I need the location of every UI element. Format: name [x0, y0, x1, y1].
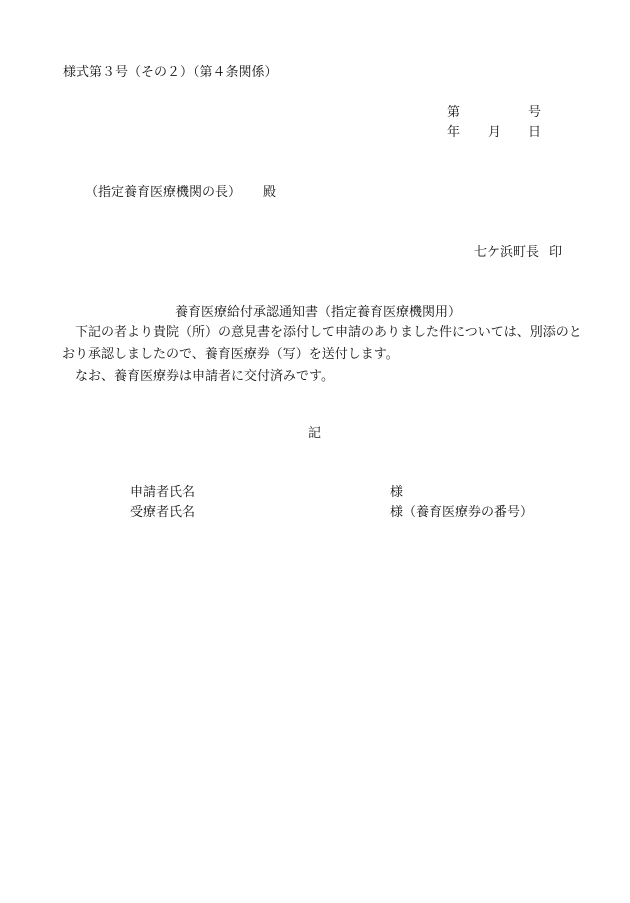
- body-paragraph-1: 下記の者より貴院（所）の意見書を添付して申請のありました件については、別添のとおり承認しましたので、養育医療券（写）を送付します。: [62, 325, 582, 362]
- date-year-label: 年: [447, 125, 461, 140]
- patient-name-label: 受療者氏名: [130, 505, 196, 520]
- issuer-seal-mark: 印: [549, 245, 563, 260]
- document-title: 養育医療給付承認通知書（指定養育医療機関用）: [175, 305, 462, 320]
- body-paragraph-2: なお、養育医療券は申請者に交付済みです。: [75, 369, 334, 384]
- applicant-name-label: 申請者氏名: [130, 485, 196, 500]
- date-day-label: 日: [528, 125, 542, 140]
- addressee-name: （指定養育医療機関の長）: [85, 185, 242, 200]
- date-month-label: 月: [488, 125, 502, 140]
- patient-honorific-and-certificate-number: 様（養育医療券の番号）: [390, 505, 534, 520]
- body-text: [62, 322, 582, 388]
- document-number-suffix: 号: [528, 105, 542, 120]
- form-number: 様式第３号（その２）（第４条関係）: [63, 65, 278, 80]
- document-number-prefix: 第: [447, 105, 461, 120]
- record-heading: 記: [308, 426, 322, 441]
- addressee-honorific: 殿: [263, 185, 277, 200]
- applicant-honorific: 様: [390, 485, 404, 500]
- issuer-name: 七ケ浜町長: [474, 245, 540, 260]
